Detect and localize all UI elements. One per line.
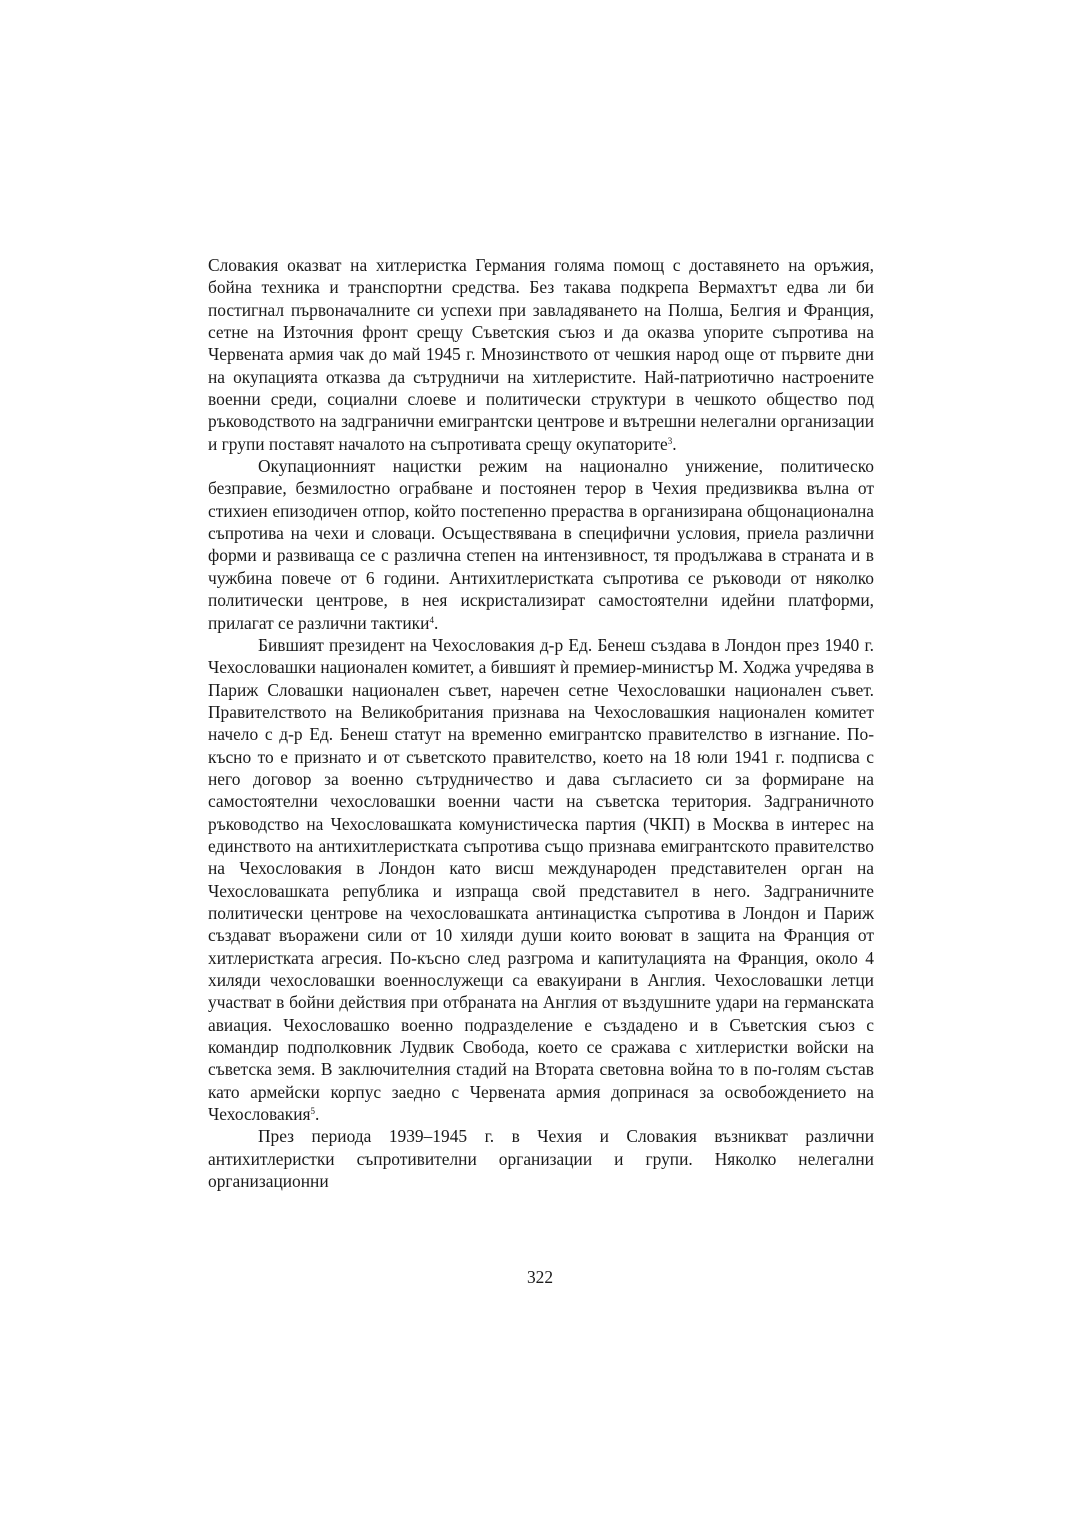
paragraph-1-tail: . — [672, 433, 677, 454]
paragraph-1-text: Словакия оказват на хитлеристка Германия голяма помощ с доставянето на оръжия, бойна техника и транспортни средства. Без такава подкрепа Вермахтът едва ли би постигнал първоначалните си успехи при завладяването на Полша, Белгия и Франция, сетне на Източния фронт срещу Съветския съюз и да оказва упорите съпротива на Червената армия чак до май 1945 г. Мнозинството от чешкия народ още от първите дни на окупацията отказва да сътрудничи на хитлеристите. Най-патриотично настроените военни среди, социални слоеве и политически структури в чешкото общество под ръководството на задгранични емигрантски центрове и вътрешни нелегални организации и групи поставят началото на съпротивата срещу окупаторите — [208, 255, 874, 454]
page-number: 322 — [526, 1267, 554, 1287]
footnote-ref-4: 4 — [429, 614, 434, 625]
paragraph-3 — [208, 634, 874, 1126]
paragraph-2-tail: . — [433, 612, 439, 633]
paragraph-3-tail: . — [315, 1104, 320, 1125]
paragraph-4 — [208, 1125, 874, 1192]
paragraph-3-text: Бившият президент на Чехословакия д-р Ед. Бенеш създава в Лондон през 1940 г. Чехословашки национален комитет, а бившият ѝ премиер-министър М. Ходжа учредява в Париж Словашки национален съвет, наречен сетне Чехословашки национален съвет. Правителството на Великобритания признава на Чехословашкия национален комитет начело с д-р Ед. Бенеш статут на временно емигрантско правителство в изгнание. По-късно то е признато и от съветското правителство, което на 18 юли 1941 г. подписва с него договор за военно сътрудничество и дава съгласието си за формиране на самостоятелни чехословашки военни части на съветска територия. Задграничното ръководство на Чехословашката комунистическа партия (ЧКП) в Москва в интерес на единството на антихитлеристката съпротива също признава емигрантското правителство на Чехословакия в Лондон като висш международен представителен орган на Чехословашката република и изпраща свой представител в него. Задграничните политически центрове на чехословашката антинацистка съпротива в Лондон и Париж създават въоражени сили от 10 хиляди души които воюват в защита на Франция от хитлеристката агресия. По-късно след разгрома и капитулацията на Франция, около 4 хиляди чехословашки военнослужещи са евакуирани в Англия. Чехословашки летци участват в бойни действия при отбраната на Англия от въздушните удари на германската авиация. Чехословашко военно подразделение е създадено и в Съветския съюз с командир подполковник Лудвик Свобода, което се сражава с хитлеристки войски на съветска земя. В заключителния стадий на Втората световна война то в по-голям състав като армейски корпус заедно с Червената армия допринася за освобождението на Чехословакия — [208, 634, 874, 1125]
paragraph-2 — [208, 455, 874, 634]
paragraph-4-text: През периода 1939–1945 г. в Чехия и Словакия възникват различни антихитлеристки съпротивителни организации и групи. Няколко нелегални организационни — [208, 1126, 874, 1192]
paragraph-1 — [208, 254, 874, 455]
body-text — [208, 254, 874, 1192]
footnote-ref-5: 5 — [310, 1106, 316, 1117]
footnote-ref-3: 3 — [667, 435, 673, 446]
paragraph-2-text: Окупационният нацистки режим на национално унижение, политическо безправие, безмилостно ограбване и постоянен терор в Чехия предизвиква вълна от стихиен епизодичен отпор, който постепенно прераства в организирана общонационална съпротива на чехи и словаци. Осъществявана в специфични условия, приела различни форми и развиваща се с различна степен на интензивност, тя продължава в страната и в чужбина повече от 6 години. Антихитлеристката съпротива се ръководи от няколко политически центрове, в нея искристализират самостоятелни идейни платформи, прилагат се различни тактики — [208, 456, 874, 633]
